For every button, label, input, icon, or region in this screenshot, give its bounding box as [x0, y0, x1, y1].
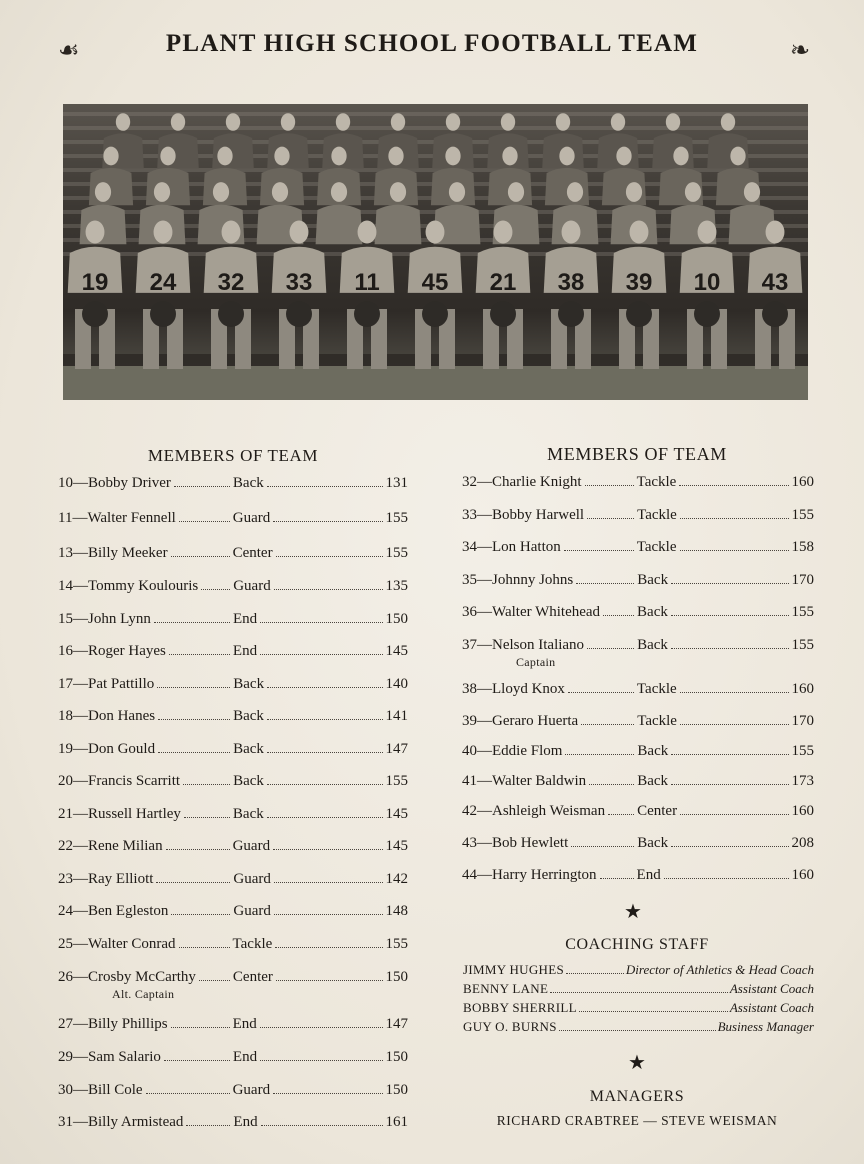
member-position: Back: [637, 604, 668, 620]
coach-name: BENNY LANE: [463, 981, 549, 996]
dot-leader: [274, 882, 383, 883]
members-heading-left: MEMBERS OF TEAM: [147, 446, 319, 465]
member-weight: 160: [791, 681, 814, 697]
member-position: Center: [637, 803, 678, 819]
member-weight: 208: [791, 835, 814, 851]
ornament-left-icon: ☙: [58, 38, 80, 64]
dot-leader: [260, 622, 382, 623]
member-row: [58, 836, 408, 856]
member-row: [58, 706, 408, 726]
member-name: 39—Geraro Huerta: [462, 713, 579, 729]
member-name: 43—Bob Hewlett: [462, 835, 569, 851]
dot-leader: [146, 1093, 230, 1094]
jersey-number: 11: [354, 269, 380, 296]
member-position: Center: [232, 545, 273, 561]
coach-row: [463, 1018, 814, 1036]
dot-leader: [274, 914, 383, 915]
member-row: [462, 865, 814, 885]
member-row: [462, 679, 814, 699]
dot-leader: [179, 947, 230, 948]
member-row: [58, 674, 408, 694]
member-row: [58, 576, 408, 596]
member-row: [462, 801, 814, 821]
member-weight: 158: [791, 539, 814, 555]
dot-leader: [671, 754, 788, 755]
member-position: Back: [637, 572, 669, 588]
member-position: End: [232, 643, 258, 659]
dot-leader: [201, 589, 230, 590]
member-position: Center: [232, 969, 273, 985]
dot-leader: [156, 882, 230, 883]
member-row: [58, 771, 408, 791]
dot-leader: [174, 486, 230, 487]
coaching-staff-heading: COACHING STAFF: [565, 936, 709, 953]
member-row: [462, 570, 814, 590]
member-row: [58, 1112, 408, 1132]
jersey-number: 43: [761, 269, 789, 296]
member-weight: 142: [385, 871, 408, 887]
member-row: [58, 804, 408, 824]
member-row: [58, 901, 408, 921]
dot-leader: [169, 654, 230, 655]
member-weight: 145: [385, 643, 408, 659]
members-heading-right: MEMBERS OF TEAM: [547, 444, 727, 464]
member-name: 35—Johnny Johns: [462, 572, 574, 588]
member-position: Back: [637, 773, 669, 789]
member-name: 33—Bobby Harwell: [462, 507, 585, 523]
member-position: Guard: [232, 1082, 271, 1098]
member-weight: 147: [385, 1016, 408, 1032]
coach-title: Business Manager: [717, 1019, 814, 1034]
dot-leader: [680, 518, 789, 519]
member-name: 40—Eddie Flom: [462, 743, 563, 759]
jersey-number: 10: [693, 269, 721, 296]
member-weight: 150: [385, 1082, 408, 1098]
member-row: [462, 537, 814, 557]
jersey-number: 24: [149, 269, 177, 296]
member-weight: 131: [385, 475, 408, 491]
member-row: [58, 1014, 408, 1034]
dot-leader: [671, 846, 788, 847]
member-position: Guard: [233, 871, 271, 887]
member-name: 34—Lon Hatton: [462, 539, 561, 555]
member-weight: 155: [385, 545, 408, 561]
member-position: Back: [637, 743, 669, 759]
dot-leader: [199, 980, 230, 981]
managers-heading: MANAGERS: [589, 1088, 685, 1105]
member-name: 37—Nelson Italiano: [462, 637, 585, 653]
dot-leader: [267, 687, 382, 688]
member-row: [58, 967, 408, 987]
dot-leader: [671, 784, 788, 785]
member-weight: 155: [791, 604, 814, 620]
member-row: [462, 833, 814, 853]
member-weight: 155: [385, 510, 408, 526]
member-row: [462, 711, 814, 731]
member-note: Captain: [516, 655, 556, 669]
dot-leader: [183, 784, 230, 785]
member-row: [462, 602, 814, 622]
member-weight: 160: [791, 867, 814, 883]
dot-leader: [664, 878, 789, 879]
dot-leader: [154, 622, 230, 623]
dot-leader: [267, 817, 383, 818]
member-name: 18—Don Hanes: [58, 708, 156, 724]
dot-leader: [158, 719, 230, 720]
member-row: [58, 508, 408, 528]
member-name: 38—Lloyd Knox: [462, 681, 565, 697]
jersey-number: 45: [421, 269, 449, 296]
member-row: [58, 739, 408, 759]
dot-leader: [671, 615, 789, 616]
member-row: [462, 505, 814, 525]
member-position: Back: [233, 708, 264, 724]
dot-leader: [171, 556, 230, 557]
dot-leader: [171, 914, 230, 915]
member-position: Back: [233, 676, 265, 692]
coach-name: GUY O. BURNS: [463, 1019, 557, 1034]
dot-leader: [273, 849, 382, 850]
member-row: [58, 543, 408, 563]
member-name: 30—Bill Cole: [58, 1082, 143, 1098]
member-name: 23—Ray Elliott: [58, 871, 154, 887]
coach-row: [463, 961, 814, 979]
member-row: [58, 641, 408, 661]
jersey-number: 19: [81, 269, 109, 296]
dot-leader: [587, 648, 634, 649]
dot-leader: [179, 521, 230, 522]
jersey-number: 21: [489, 269, 517, 296]
member-position: Guard: [232, 838, 271, 854]
member-weight: 160: [791, 803, 814, 819]
member-weight: 160: [791, 474, 814, 490]
dot-leader: [565, 754, 634, 755]
member-weight: 155: [385, 936, 408, 952]
member-weight: 150: [385, 969, 408, 985]
member-name: 26—Crosby McCarthy: [58, 969, 196, 985]
dot-leader: [579, 1011, 728, 1012]
member-name: 27—Billy Phillips: [58, 1016, 168, 1032]
dot-leader: [276, 556, 383, 557]
managers-names: RICHARD CRABTREE — STEVE WEISMAN: [496, 1113, 778, 1128]
member-row: [58, 1047, 408, 1067]
member-position: Tackle: [637, 713, 677, 729]
member-row: [58, 473, 408, 493]
dot-leader: [260, 1027, 383, 1028]
coach-name: BOBBY SHERRILL: [463, 1000, 577, 1015]
dot-leader: [680, 692, 789, 693]
member-name: 42—Ashleigh Weisman: [462, 803, 606, 819]
dot-leader: [680, 550, 789, 551]
member-position: Tackle: [636, 474, 677, 490]
member-position: Back: [233, 773, 264, 789]
member-weight: 145: [385, 806, 408, 822]
dot-leader: [267, 784, 383, 785]
dot-leader: [186, 1125, 230, 1126]
member-row: [462, 771, 814, 791]
coach-title: Assistant Coach: [729, 1000, 814, 1015]
member-name: 10—Bobby Driver: [58, 475, 171, 491]
dot-leader: [273, 1093, 382, 1094]
member-weight: 173: [791, 773, 814, 789]
member-name: 16—Roger Hayes: [58, 643, 166, 659]
member-weight: 150: [385, 1049, 408, 1065]
dot-leader: [166, 849, 230, 850]
dot-leader: [260, 1060, 382, 1061]
dot-leader: [587, 518, 634, 519]
member-position: Tackle: [637, 507, 677, 523]
dot-leader: [680, 724, 789, 725]
member-name: 14—Tommy Koulouris: [58, 578, 199, 594]
dot-leader: [603, 615, 634, 616]
coach-row: [463, 980, 814, 998]
dot-leader: [581, 724, 634, 725]
jersey-number: 38: [557, 269, 585, 296]
dot-leader: [680, 814, 788, 815]
dot-leader: [267, 719, 383, 720]
member-row: [58, 609, 408, 629]
dot-leader: [276, 980, 383, 981]
member-position: End: [232, 1016, 257, 1032]
dot-leader: [157, 687, 230, 688]
dot-leader: [585, 485, 634, 486]
member-name: 32—Charlie Knight: [462, 474, 582, 490]
member-weight: 145: [385, 838, 408, 854]
member-name: 15—John Lynn: [58, 611, 151, 627]
member-weight: 135: [385, 578, 408, 594]
member-position: End: [232, 611, 258, 627]
dot-leader: [559, 1030, 716, 1031]
coach-title: Director of Athletics & Head Coach: [625, 962, 814, 977]
dot-leader: [589, 784, 634, 785]
ornament-right-icon: ❧: [790, 38, 811, 64]
dot-leader: [261, 1125, 383, 1126]
coach-name: JIMMY HUGHES: [463, 962, 564, 977]
member-position: Back: [637, 637, 668, 653]
member-name: 21—Russell Hartley: [58, 806, 181, 822]
member-row: [462, 741, 814, 761]
member-row: [462, 635, 814, 655]
member-name: 13—Billy Meeker: [58, 545, 168, 561]
member-position: Back: [232, 806, 264, 822]
dot-leader: [267, 486, 383, 487]
coach-title: Assistant Coach: [729, 981, 814, 996]
member-weight: 141: [385, 708, 408, 724]
member-position: Tackle: [232, 936, 273, 952]
member-position: End: [233, 1114, 258, 1130]
member-weight: 147: [385, 741, 408, 757]
member-name: 17—Pat Pattillo: [58, 676, 155, 692]
member-weight: 155: [791, 507, 814, 523]
member-row: [58, 934, 408, 954]
dot-leader: [158, 752, 230, 753]
dot-leader: [608, 814, 634, 815]
member-row: [58, 1080, 408, 1100]
jersey-number: 39: [625, 269, 653, 296]
dot-leader: [184, 817, 230, 818]
member-name: 20—Francis Scarritt: [58, 773, 181, 789]
member-position: Back: [637, 835, 669, 851]
member-name: 19—Don Gould: [58, 741, 156, 757]
member-name: 22—Rene Milian: [58, 838, 163, 854]
member-weight: 150: [385, 611, 408, 627]
dot-leader: [273, 521, 382, 522]
member-position: End: [636, 867, 661, 883]
member-weight: 170: [791, 713, 814, 729]
member-position: Back: [232, 475, 264, 491]
dot-leader: [274, 589, 383, 590]
member-weight: 161: [385, 1114, 408, 1130]
member-weight: 155: [385, 773, 408, 789]
dot-leader: [679, 485, 788, 486]
member-weight: 148: [385, 903, 408, 919]
member-note: Alt. Captain: [112, 987, 175, 1001]
member-weight: 155: [791, 637, 814, 653]
star-divider-icon: ★: [624, 901, 642, 923]
dot-leader: [564, 550, 634, 551]
dot-leader: [550, 992, 728, 993]
dot-leader: [571, 846, 634, 847]
member-position: Guard: [233, 578, 271, 594]
dot-leader: [568, 692, 634, 693]
member-position: Guard: [233, 903, 271, 919]
member-name: 11—Walter Fennell: [58, 510, 176, 526]
dot-leader: [671, 648, 789, 649]
member-name: 29—Sam Salario: [58, 1049, 161, 1065]
page-title: PLANT HIGH SCHOOL FOOTBALL TEAM: [165, 30, 699, 57]
member-name: 41—Walter Baldwin: [462, 773, 587, 789]
member-name: 44—Harry Herrington: [462, 867, 597, 883]
member-position: Back: [233, 741, 264, 757]
member-name: 36—Walter Whitehead: [462, 604, 601, 620]
member-position: Guard: [232, 510, 271, 526]
star-divider-icon-2: ★: [628, 1052, 646, 1074]
member-row: [58, 869, 408, 889]
dot-leader: [164, 1060, 230, 1061]
dot-leader: [600, 878, 634, 879]
dot-leader: [576, 583, 634, 584]
dot-leader: [671, 583, 788, 584]
coach-row: [463, 999, 814, 1017]
member-position: Tackle: [636, 539, 677, 555]
member-weight: 140: [385, 676, 408, 692]
member-name: 24—Ben Egleston: [58, 903, 169, 919]
member-weight: 170: [791, 572, 814, 588]
member-position: End: [232, 1049, 258, 1065]
dot-leader: [267, 752, 383, 753]
dot-leader: [566, 973, 624, 974]
member-weight: 155: [791, 743, 814, 759]
member-name: 25—Walter Conrad: [58, 936, 176, 952]
dot-leader: [275, 947, 382, 948]
member-row: [462, 472, 814, 492]
dot-leader: [260, 654, 382, 655]
member-position: Tackle: [636, 681, 677, 697]
dot-leader: [171, 1027, 230, 1028]
jersey-number: 32: [217, 269, 245, 296]
jersey-number: 33: [285, 269, 313, 296]
member-name: 31—Billy Armistead: [58, 1114, 184, 1130]
